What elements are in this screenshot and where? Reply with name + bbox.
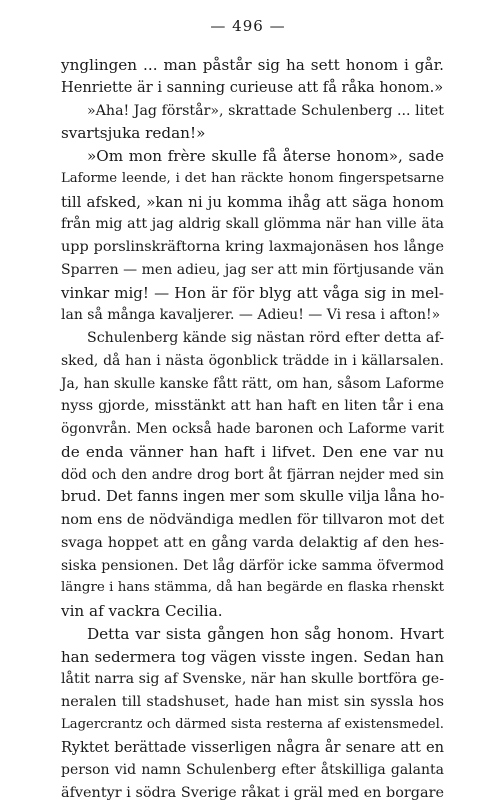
text-line: brud. Det fanns ingen mer som skulle vilja låna ho- [61,488,445,506]
text-line: längre i hans stämma, då han begärde en flaska rhenskt [61,580,444,596]
text-line: svaga hoppet att en gång varda delaktig af den hes- [61,534,444,551]
text-line: »Aha! Jag förstår», skrattade Schulenberg ... litet [87,102,444,119]
text-line: nom ens de nödvändiga medlen för tillvaron mot det [61,512,445,528]
body-text [61,54,444,805]
text-line: nyss gjorde, misstänkt att han haft en liten tår i ena [61,398,444,415]
text-line: Henriette är i sanning curieuse att få råka honom.» [61,78,444,96]
text-line: Laforme leende, i det han räckte honom fingerspetsarne [61,170,444,186]
text-line: Detta var sista gången hon såg honom. Hvart [87,624,444,643]
text-line: ynglingen ... man påstår sig ha sett honom i går. [61,56,444,74]
text-line: siska pensionen. Det låg därför icke samma öfvermod [61,557,444,574]
text-line: ögonvrån. Men också hade baronen och Laforme varit [61,421,444,437]
text-line: Ja, han skulle kanske fått rätt, om han, såsom Laforme [61,375,444,392]
text-line: de enda vänner han haft i lifvet. Den ene var nu [61,442,444,461]
text-line: lan så många kavaljerer. — Adieu! — Vi resa i afton!» [61,307,441,324]
text-line: från mig att jag aldrig skall glömma när han ville äta [61,216,444,233]
page-number: — 496 — [210,17,286,35]
text-line: svartsjuka redan!» [61,124,206,143]
text-line: sked, då han i nästa ögonblick trädde in i källarsalen. [61,352,444,369]
text-line: upp porslinskräftorna kring laxmajonäsen hos långe [61,239,444,255]
text-line: Sparren — men adieu, jag ser att min förtjusande vän [61,261,444,278]
text-line: »Om mon frère skulle få återse honom», sade [87,147,444,165]
text-line: död och den andre drog bort åt fjärran nejder med sin [61,466,444,483]
text-line: Ryktet berättade visserligen några år senare att en [61,738,444,756]
text-line: vin af vackra Cecilia. [61,602,223,620]
text-line: äfventyr i södra Sverige råkat i gräl med en borgare [61,785,444,801]
text-line: låtit narra sig af Svenske, när han skulle bortföra ge- [61,671,444,688]
text-line: Schulenberg kände sig nästan rörd efter detta af- [87,330,444,346]
text-line: Lagercrantz och därmed sista resterna af existensmedel. [61,716,444,732]
text-line: vinkar mig! — Hon är för blyg att våga sig in mel- [61,283,444,302]
text-line: han sedermera tog vägen visste ingen. Sedan han [61,647,444,666]
text-line: till afsked, »kan ni ju komma ihåg att säga honom [61,192,444,211]
text-line: person vid namn Schulenberg efter åtskilliga galanta [61,762,444,779]
text-line: neralen till stadshuset, hade han mist sin syssla hos [61,694,444,710]
